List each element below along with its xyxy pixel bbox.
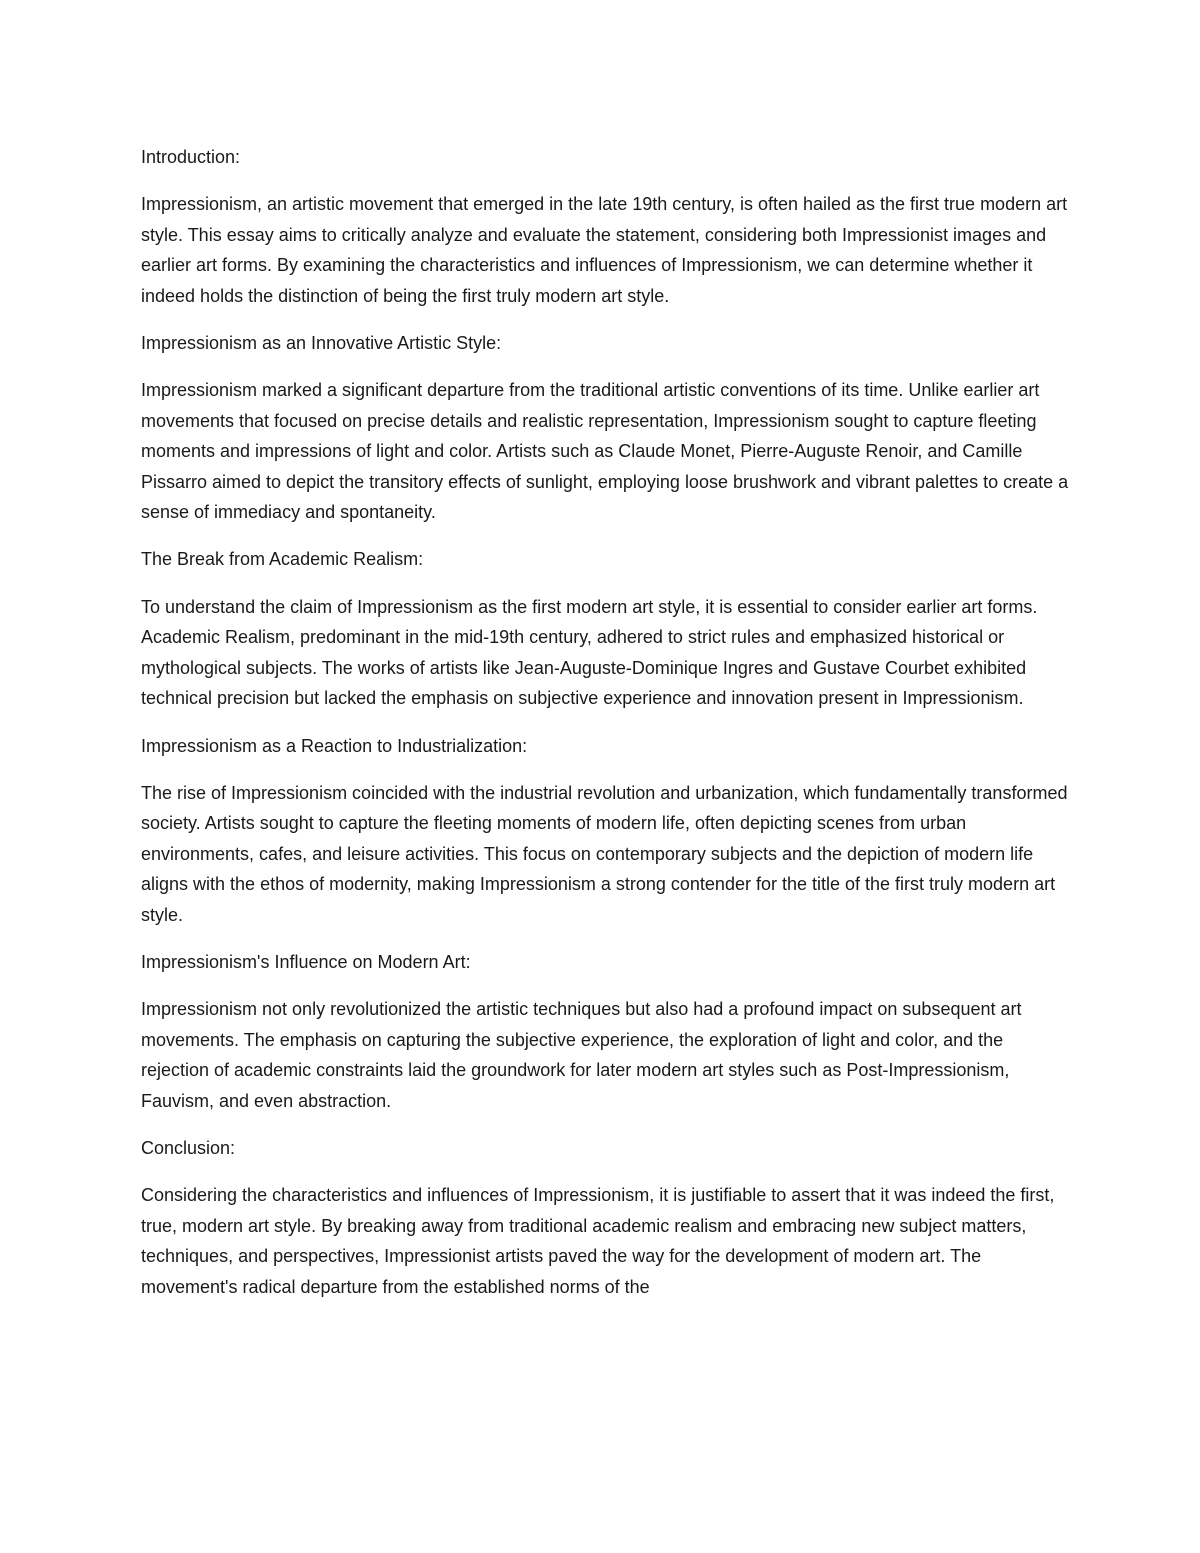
section-paragraph-conclusion: Considering the characteristics and influences of Impressionism, it is justifiable to assert that it was indeed the first, true, modern art style. By breaking away from traditional academic realism and embracing new subject matters, techniques, and perspectives, Impressionist artists paved the way for the development of modern art. The movement's radical departure from the established norms of the bbox=[141, 1185, 1055, 1297]
section-heading-conclusion: Conclusion: bbox=[141, 1137, 236, 1158]
section-paragraph-industrialization: The rise of Impressionism coincided with the industrial revolution and urbanization, which fundamentally transformed society. Artists sought to capture the fleeting moments of modern life, often depicting scenes from urban environments, cafes, and leisure activities. This focus on contemporary subjects and the depiction of modern life aligns with the ethos of modernity, making Impressionism a strong contender for the title of the first truly modern art style. bbox=[141, 782, 1068, 925]
section-heading-introduction: Introduction: bbox=[141, 147, 241, 167]
section-paragraph-innovative-style: Impressionism marked a significant departure from the traditional artistic conventions of its time. Unlike earlier art movements that focused on precise details and realistic representation, Impressionism sought to capture fleeting moments and impressions of light and color. Artists such as Claude Monet, Pierre-Auguste Renoir, and Camille Pissarro aimed to depict the transitory effects of sunlight, employing loose brushwork and vibrant palettes to create a sense of immediacy and spontaneity. bbox=[141, 380, 1069, 523]
section-paragraph-break-from-realism: To understand the claim of Impressionism as the first modern art style, it is essential to consider earlier art forms. Academic Realism, predominant in the mid-19th century, adhered to strict rules and emphasized historical or mythological subjects. The works of artists like Jean-Auguste-Dominique Ingres and Gustave Courbet exhibited technical precision but lacked the emphasis on subjective experience and innovation present in Impressionism. bbox=[141, 596, 1038, 709]
section-paragraph-influence: Impressionism not only revolutionized the artistic techniques but also had a profound impact on subsequent art movements. The emphasis on capturing the subjective experience, the exploration of light and color, and the rejection of academic constraints laid the groundwork for later modern art styles such as Post-Impressionism, Fauvism, and even abstraction. bbox=[141, 999, 1022, 1111]
section-heading-industrialization: Impressionism as a Reaction to Industrialization: bbox=[141, 735, 528, 756]
section-heading-influence: Impressionism's Influence on Modern Art: bbox=[141, 951, 471, 972]
section-heading-innovative-style: Impressionism as an Innovative Artistic Style: bbox=[141, 333, 502, 354]
document-body bbox=[141, 142, 1071, 1319]
section-heading-break-from-realism: The Break from Academic Realism: bbox=[141, 549, 424, 570]
section-paragraph-introduction: Impressionism, an artistic movement that emerged in the late 19th century, is often hailed as the first true modern art style. This essay aims to critically analyze and evaluate the statement, considering both Impressionist images and earlier art forms. By examining the characteristics and influences of Impressionism, we can determine whether it indeed holds the distinction of being the first truly modern art style. bbox=[141, 194, 1068, 306]
